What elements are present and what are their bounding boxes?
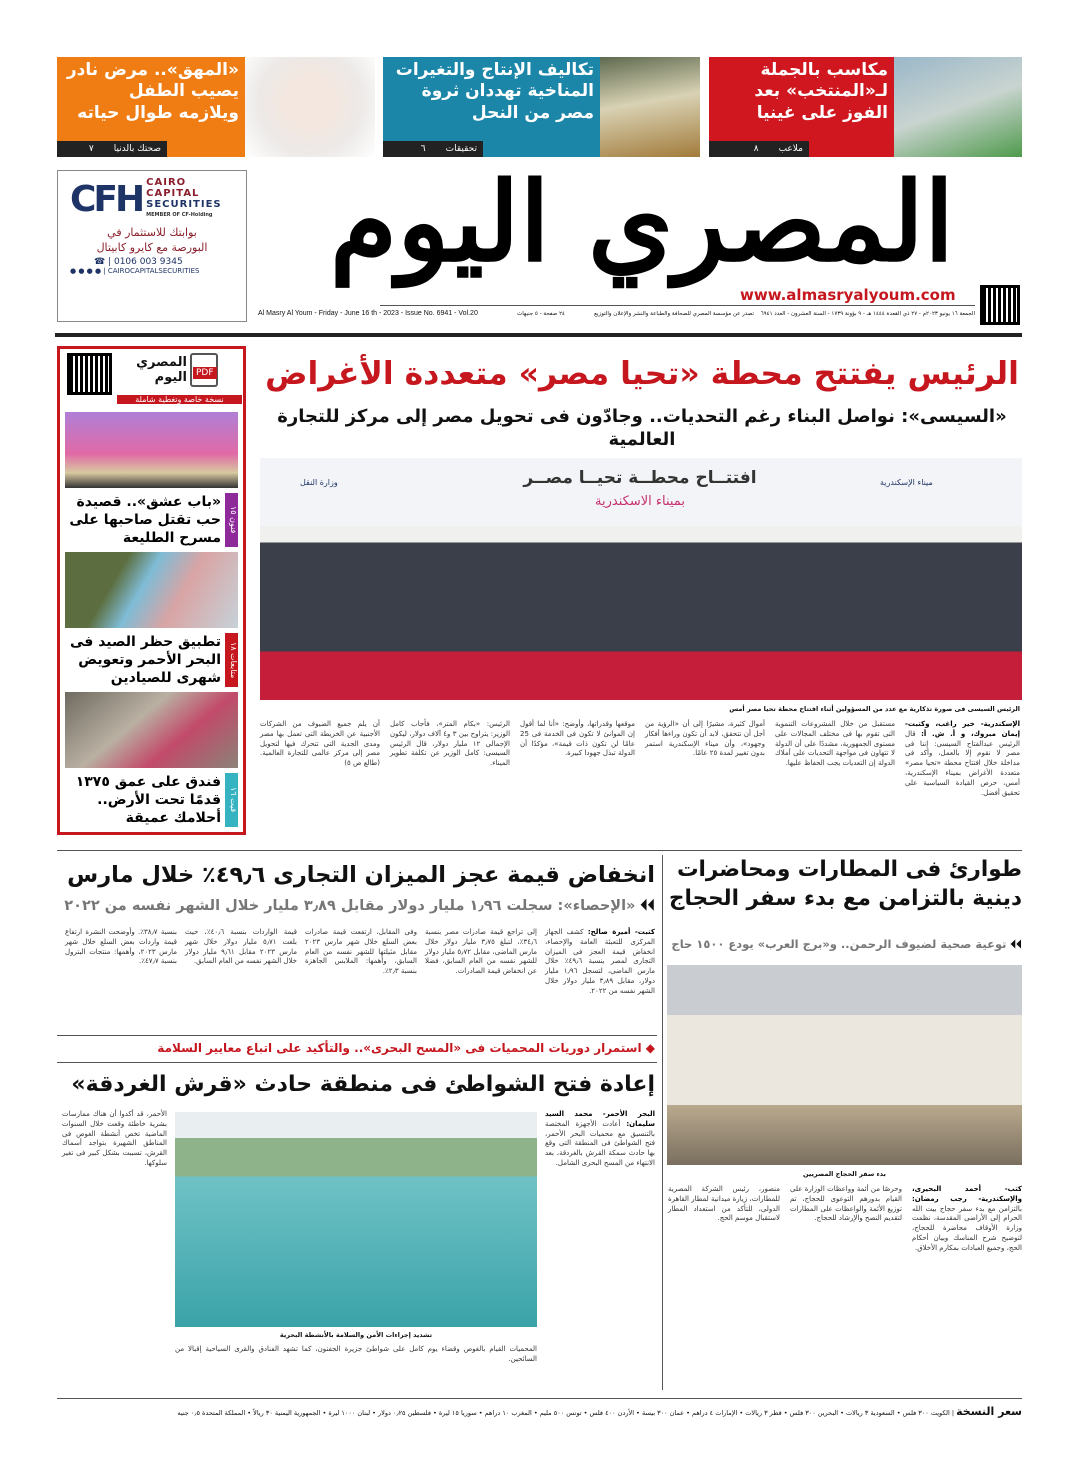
cave-hotel-photo — [65, 692, 238, 768]
website-qr-code — [980, 285, 1020, 325]
lead-headline[interactable]: الرئيس يفتتح محطة «تحيا مصر» متعددة الأغراض — [265, 356, 1019, 392]
ad-brand-line: CAPITAL — [146, 188, 200, 199]
price-label: سعر النسخة — [956, 1405, 1022, 1418]
beaches-kicker: ◆ استمرار دوريات المحميات فى «المسح البحرى».. والتأكيد على اتباع معايير السلامة — [157, 1041, 655, 1055]
website-link[interactable]: www.almasryalyoum.com — [740, 286, 956, 304]
sidebar-item[interactable] — [65, 773, 238, 827]
pdf-logo: المصري اليوم — [136, 355, 187, 385]
beach-photo — [175, 1112, 537, 1327]
teaser-section: صحتك بالدنيا ٧ — [57, 141, 167, 157]
lead-column: أموال كثيرة، مشيرًا إلى أن «الرؤية من أجل أن تتحقق، لابد أن تكون وراءها أفكار وجهود»، وأن ميناء الإسكندرية استمر بدون تغيير لمدة ٢٥ عامًا. — [645, 720, 765, 758]
beaches-column: المحميات القيام بالغوص وقضاء يوم كامل على شواطئ جزيرة الجفتون، كما تشهد الفنادق والقرى السياحية إقبالا من السائحين. — [175, 1345, 537, 1363]
beekeeper-photo — [600, 57, 700, 157]
pdf-tagline: نسخة خاصة وتغطية شاملة — [117, 395, 242, 404]
hajj-column: كتب- أحمد البحيرى، والإسكندرية- رجب رمضان: بالتزامن مع بدء سفر حجاج بيت الله الحرام إلى الأراضى المقدسة، نظمت وزارة الأوقاف محاضرة للحجاج، لتوضيح شرح المناسك وبيان أحكام الحج، وجميع العبادات بمكارم الأخلاق. — [912, 1185, 1022, 1252]
section-tag: قيت ١٦ — [225, 773, 238, 827]
sidebar-headline[interactable]: فندق على عمق ١٣٧٥ قدمًا تحت الأرض.. أحلامك عميقة — [75, 774, 221, 826]
trade-column: كتبت- أميرة صالح: كشف الجهاز المركزى للتعبئة العامة والإحصاء، انخفاض قيمة العجز فى الميزان التجارى لمصر بنسبة ٤٩٫٦٪ خلال مارس الماضى، لتسجل ١٫٩٦ مليار دولار، مقابل ٣٫٨٩ مليار دولار خلال الشهر نفسه من ٢٠٢٢. — [545, 928, 655, 995]
teaser-section: ملاعب ٨ — [709, 141, 809, 157]
price-list: الكويت ٣٠٠ فلس • السعودية ٣ ريالات • البحرين ٣٠٠ فلس • قطر ٣ ريالات • الإمارات ٤ دراهم • عمان ٣٠٠ بيسة • الأردن ٤٠٠ فلس • تونس ٥٠٠ مليم • المغرب ١٠ دراهم • سوريا ١٥ ليرة • فلسطين ٠٫٢٥ دولار • لبنان ١٠٠٠ ليرة • الجمهورية اليمنية ٣٠ ريالاً • المملكة المتحدة ٠٫٥ جنيه — [177, 1409, 950, 1417]
dateline-arabic: الجمعة ١٦ يونيو ٢٠٢٣م - ٢٧ ذي القعدة ١٤٤٤ هـ - ٩ بؤونة ١٧٣٩ - السنة العشرون - العدد ٦٩٤١ — [760, 311, 975, 317]
ministry-logo: وزارة النقل — [300, 478, 338, 487]
hajj-headline[interactable]: طوارئ فى المطارات ومحاضرات دينية بالتزامن مع بدء سفر الحجاج — [669, 857, 1022, 912]
ad-brand-line: SECURITIES — [146, 199, 222, 210]
lead-caption: الرئيس السيسى فى صورة تذكارية مع عدد من المسؤولين أثناء افتتاح محطة تحيا مصر أمس — [729, 705, 1020, 713]
beach-caption: تشديد إجراءات الأمن والسلامة بالأنشطة البحرية — [279, 1331, 433, 1339]
pilgrims-photo — [667, 965, 1022, 1165]
port-logo: ميناء الإسكندرية — [880, 478, 933, 487]
arrows-icon: ⏴⏴ — [635, 898, 655, 914]
diamond-icon: ◆ — [641, 1041, 655, 1055]
theatre-photo — [65, 412, 238, 488]
lead-column: الإسكندرية- خير راغب، وكتبت- إيمان مبروك، و أ. ش. أ: قال الرئيس عبدالفتاح السيسى: إننا فى مصر لا نقوم إلا بالعمل، وأكد فى مداخلة خلال افتتاح محطة «تحيا مصر» متعددة الأغراض بميناء الإسكندرية، أمس، حرص القيادة السياسية على تحقيق أفضل. — [905, 720, 1020, 797]
sidebar-box — [57, 346, 246, 835]
teaser-section: تحقيقات ٦ — [383, 141, 483, 157]
fish-market-photo — [65, 552, 238, 628]
lead-column: مستقبل من خلال المشروعات التنموية التى تقوم بها فى مختلف المجالات على مستوى الجمهورية، مشددًا على أن الدولة لا تتهاون فى مواجهة التحديات على أملاك الدولة إن التعديات يجب الحفاظ عليها. — [775, 720, 895, 768]
masthead-rule — [55, 333, 1022, 337]
teaser-investigations[interactable] — [383, 57, 700, 157]
lead-column: الرئيس: «بكام المتر»، فأجاب كامل الوزير: يتراوح بين ٣ و٤ آلاف دولار، ليكون الإجمالى ١٢ مليار دولار، قال الرئيس السيسى: كامل الوزير عن تكلفة تطوير الميناء. — [390, 720, 511, 768]
dateline-english: Al Masry Al Youm - Friday - June 16 th - 2023 - Issue No. 6941 - Vol.20 — [258, 310, 478, 317]
phone-icon: ☎ | — [94, 257, 114, 267]
publisher-line: تصدر عن مؤسسة المصري للصحافة والطباعة والنشر والإعلان والتوزيع — [594, 311, 754, 317]
trade-column: بنسبة ٣٨٫٧٪. وأوضحت النشرة ارتفاع قيمة واردات بعض السلع خلال شهر مارس ٢٠٢٣، وأهمها: منتجات البترول بنسبة ٤٧٫٧٪. — [65, 928, 177, 966]
pdf-promo[interactable] — [65, 349, 238, 407]
teaser-headline: مكاسب بالجملة لـ«المنتخب» بعد الفوز على غينيا — [754, 60, 888, 123]
cfh-logo: CFH — [70, 178, 143, 220]
sidebar-item[interactable] — [65, 633, 238, 687]
sidebar-item[interactable] — [65, 493, 238, 547]
football-photo — [894, 57, 1022, 157]
pdf-label: PDF — [193, 367, 217, 379]
lead-photo — [260, 458, 1022, 700]
teaser-sports[interactable] — [709, 57, 1022, 157]
ad-brand-line: CAIRO — [146, 177, 187, 188]
sidebar-headline[interactable]: تطبيق حظر الصيد فى البحر الأحمر وتعويض شهرى للصيادين — [70, 634, 221, 686]
footer-prices: سعر النسخة | الكويت ٣٠٠ فلس • السعودية ٣ ريالات • البحرين ٣٠٠ فلس • قطر ٣ ريالات • الإمارات ٤ دراهم • عمان ٣٠٠ بيسة • الأردن ٤٠٠ فلس • تونس ٥٠٠ مليم • المغرب ١٠ دراهم • سوريا ١٥ ليرة • فلسطين ٠٫٢٥ دولار • لبنان ١٠٠٠ ليرة • الجمهورية اليمنية ٣٠ ريالاً • المملكة المتحدة ٠٫٥ جنيه — [177, 1405, 1022, 1418]
hajj-column: وحرصًا من أئمة وواعظات الوزارة على القيام بدورهم التوعوى للحجاج، تم توزيع الأئمة والواعظات على المطارات لتقديم النصح والإرشاد للحجاج. — [790, 1185, 902, 1223]
trade-column: وفى المقابل، ارتفعت قيمة صادرات بعض السلع خلال شهر مارس ٢٠٢٣ مقابل مثيلتها للشهر نفسه من العام السابق، وأهمها: الملابس الجاهزة بنسبة ٢٫٣٪. — [305, 928, 417, 976]
arrows-icon: ⏴⏴ — [1006, 937, 1022, 951]
ad-slogan: بوابتك للاستثمار في — [107, 226, 197, 239]
social-icons: ● ● ● ● | — [70, 267, 108, 275]
teaser-headline: تكاليف الإنتاج والتغيرات المناخية تهددان ثروة مصر من النحل — [395, 60, 594, 123]
section-tag: متابعات ١٨ — [225, 633, 238, 687]
ad-slogan: البورصة مع كايرو كابيتال — [96, 241, 208, 254]
pdf-qr-code — [67, 353, 112, 395]
sidebar-headline[interactable]: «باب عشق».. قصيدة حب تقتل صاحبها على مسرح الطليعة — [69, 494, 221, 546]
beaches-column: الأحمر، قد أكدوا أن هناك ممارسات بشرية خاطئة وقعت خلال السنوات الماضية تخص أنشطة الغوص فى المناطق الشهيرة بتواجد أسماك القرش، تسببت بشكل كبير فى تغير سلوكها. — [62, 1110, 167, 1167]
hajj-column: منصور، رئيس الشركة المصرية للمطارات، زيارة ميدانية لمطار القاهرة الدولى، للتأكد من استعداد المطار لاستقبال موسم الحج. — [668, 1185, 780, 1223]
pages-price: ٢٤ صفحة - ٥ جنيهات — [517, 311, 565, 317]
ad-phone: 0106 003 9345 — [113, 257, 183, 267]
trade-column: قيمة الواردات بنسبة ٤٠٫٦٪، حيث بلغت ٥٫٧١ مليار دولار خلال شهر مارس ٢٠٢٣ مقابل ٩٫٦١ مليار دولار خلال الشهر نفسه من العام السابق. — [185, 928, 298, 966]
lead-column: أن يلم جميع الضيوف من الشركات الأجنبية عن الخريطة التى تعمل بها مصر ومدى الجدية التى تتحرك فيها لتحويل مصر إلى مركز عالمى للتجارة العالمية. (طالع ص ٥) — [260, 720, 380, 768]
trade-column: إلى تراجع قيمة صادرات مصر بنسبة ٣٤٫٦٪، لتبلغ ٣٫٧٥ مليار دولار خلال مارس الماضى، مقابل ٥٫٧٢ مليار دولار للشهر نفسه من العام السابق، فضلا عن انخفاض قيمة الصادرات. — [425, 928, 538, 976]
child-photo — [245, 57, 375, 157]
teaser-health[interactable] — [57, 57, 375, 157]
trade-subhead: ⏴⏴ «الإحصاء»: سجلت ١٫٩٦ مليار دولار مقابل ٣٫٨٩ مليار خلال الشهر نفسه من ٢٠٢٢ — [64, 898, 655, 914]
cfh-ad[interactable] — [57, 170, 247, 322]
ad-social: CAIROCAPITALSECURITIES — [107, 267, 200, 275]
banner-title: افتتــاح محطــة تحيــا مصــر — [523, 468, 757, 488]
trade-headline[interactable]: انخفاض قيمة عجز الميزان التجارى ٤٩٫٦٪ خلال مارس — [67, 862, 655, 888]
lead-column: موقعها وقدراتها، وأوضح: «أنا لما أقول إن الموانئ لا تكون فى الخدمة فى 25 عامًا لن تكون ذات قيمة»، مؤكدًا أن الدولة تبذل جهودا كبيرة. — [520, 720, 635, 758]
section-tag: فنون ١٥ — [225, 493, 238, 547]
hajj-subhead: ⏴⏴ توعية صحية لضيوف الرحمن.. و«برج العرب» يودع ١٥٠٠ حاج — [671, 937, 1022, 951]
lead-subhead: «السيسى»: نواصل البناء رغم التحديات.. وجادّون فى تحويل مصر إلى مركز للتجارة العالمية — [277, 406, 1007, 450]
masthead-logo: المصري اليوم — [329, 158, 955, 286]
teaser-headline: «المهق».. مرض نادر يصيب الطفل ويلازمه طوال حياته — [66, 60, 239, 123]
beaches-column: البحر الأحمر- محمد السيد سليمان: أعادت الأجهزة المختصة بالتنسيق مع محميات البحر الأحمر، فتح الشواطئ فى المنطقة التى وقع بها حادث سمكة القرش بالغردقة، بعد الانتهاء من المسح البحرى الشامل. — [545, 1110, 656, 1167]
hajj-caption: بدء سفر الحجاج المصريين — [802, 1170, 886, 1178]
beaches-headline[interactable]: إعادة فتح الشواطئ فى منطقة حادث «قرش الغردقة» — [71, 1072, 655, 1097]
ad-member: MEMBER OF CF-Holding — [146, 212, 213, 218]
banner-subtitle: بميناء الاسكندرية — [595, 494, 685, 509]
